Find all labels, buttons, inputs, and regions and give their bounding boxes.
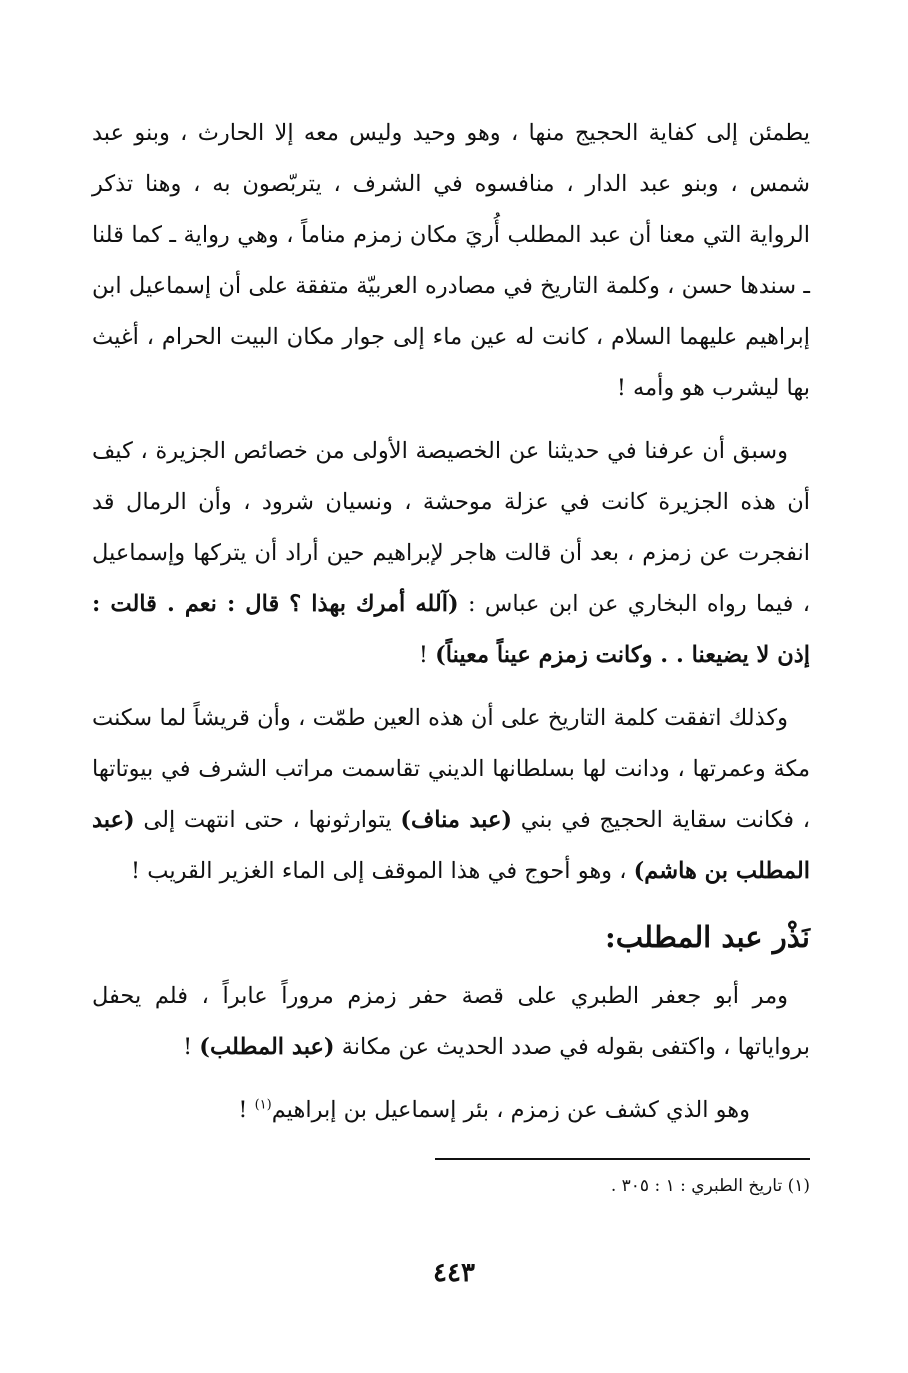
paragraph-2-text: وسبق أن عرفنا في حديثنا عن الخصيصة الأولى من خصائص الجزيرة ، كيف أن هذه الجزيرة كانت في عزلة موحشة ، ونسيان شرود ، وأن الرمال قد انفجرت عن زمزم ، بعد أن قالت هاجر لإبراهيم حين أراد أن يتركها وإسماعيل ، فيما رواه البخاري عن ابن عباس : [92,438,811,617]
footnote-divider [435,1158,810,1160]
paragraph-4-part-a: ومر أبو جعفر الطبري على قصة حفر زمزم مروراً عابراً ، فلم يحفل برواياتها ، واكتفى بقوله في صدد الحديث عن مكانة [92,983,810,1060]
paragraph-5-quote [92,1085,810,1136]
paragraph-3-part-e: ، وهو أحوج في هذا الموقف إلى الماء الغزير القريب ! [131,858,634,884]
hadith-quote: (آلله أمرك بهذا ؟ قال : نعم . قالت : إذن لا يضيعنا . . وكانت زمزم عيناً معيناً) [92,591,810,668]
paragraph-4-part-c: ! [183,1034,200,1060]
paragraph-1 [92,108,810,414]
paragraph-5-part-a: وهو الذي كشف عن زمزم ، بئر إسماعيل بن إبراهيم [271,1097,750,1123]
paragraph-3-part-c: يتوارثونها ، حتى انتهت إلى [134,807,401,833]
paragraph-2-end: ! [418,642,436,668]
footnote-marker: (١) [254,1097,272,1113]
section-heading: نَذْر عبد المطلب: [605,920,810,954]
paragraph-5-part-b: ! [238,1097,255,1123]
page-number: ٤٤٣ [433,1258,475,1288]
footnote: (١) تاريخ الطبري : ١ : ٣٠٥ . [610,1176,810,1196]
paragraph-4 [92,971,810,1073]
name-abd-almuttalib: (عبد المطلب) [199,1034,335,1060]
paragraph-2 [92,426,810,681]
body-text [92,108,810,1148]
name-abd-manaf: (عبد مناف) [400,807,513,833]
paragraph-3-part-a: وكذلك اتفقت كلمة التاريخ على أن هذه العين طمّت ، وأن قريشاً لما سكنت مكة وعمرتها ، ودانت لها بسلطانها الديني تقاسمت مراتب الشرف في بيوتاتها ، فكانت سقاية الحجيج في بني [92,705,811,833]
name-abd-almuttalib-ibn-hashim: (عبد المطلب بن هاشم) [92,807,810,884]
paragraph-3 [92,693,810,897]
paragraph-1-text: يطمئن إلى كفاية الحجيج منها ، وهو وحيد وليس معه إلا الحارث ، وبنو عبد شمس ، وبنو عبد الدار ، منافسوه في الشرف ، يتربّصون به ، وهنا تذكر الرواية التي معنا أن عبد المطلب أُريَ مكان زمزم مناماً ، وهي رواية ـ كما قلنا ـ سندها حسن ، وكلمة التاريخ في مصادره العربيّة متفقة على أن إسماعيل ابن إبراهيم عليهما السلام ، كانت له عين ماء إلى جوار مكان البيت الحرام ، أغيث بها ليشرب هو وأمه ! [92,120,810,401]
